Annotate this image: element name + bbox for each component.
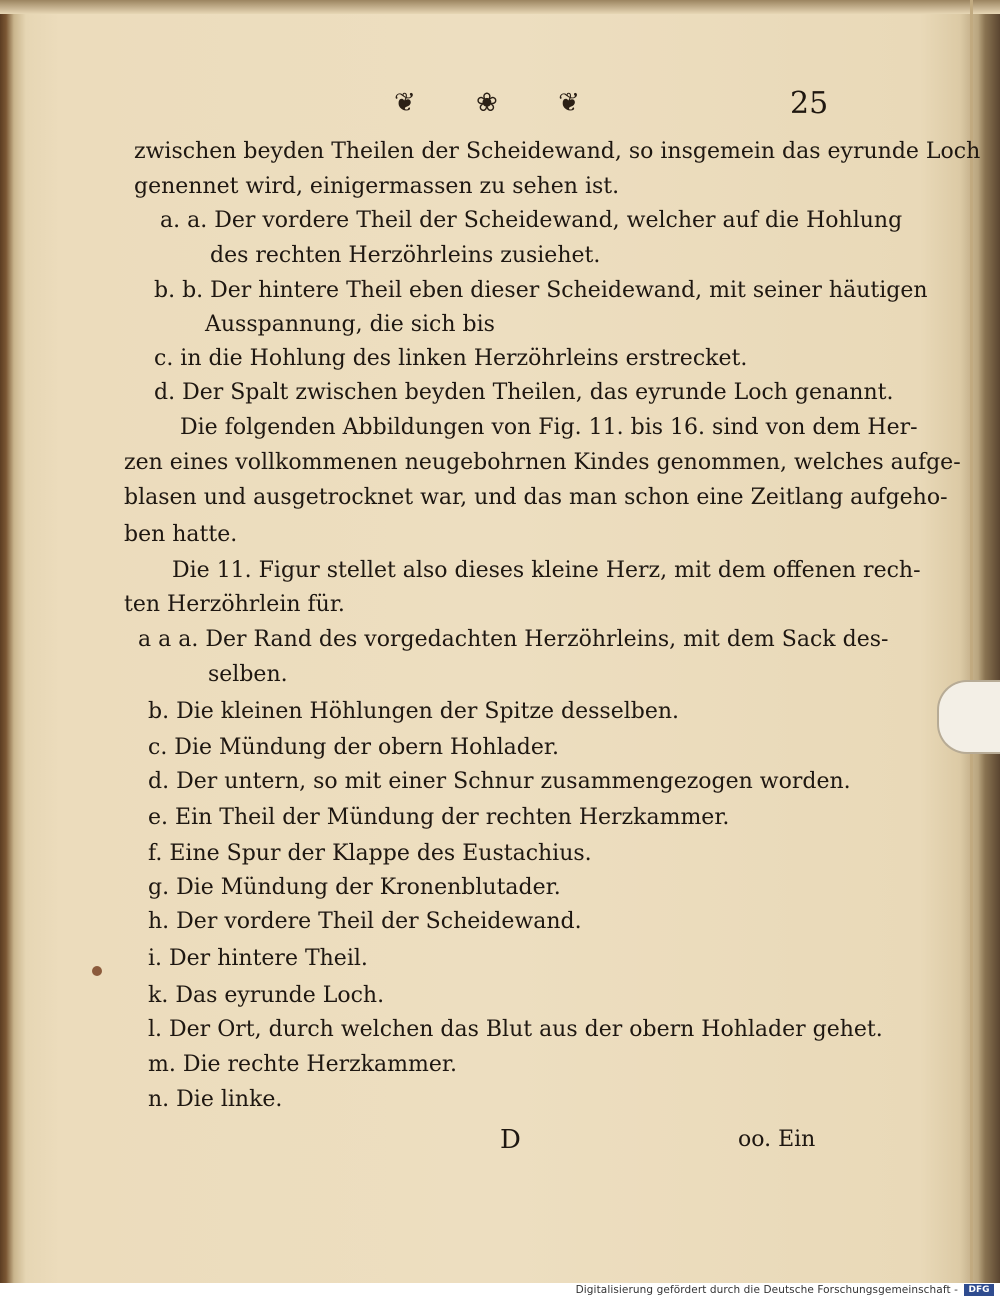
text-line: a a a. Der Rand des vorgedachten Herzöhrleins, mit dem Sack des-	[138, 627, 889, 652]
text-line: h. Der vordere Theil der Scheidewand.	[148, 909, 582, 934]
text-line: c. in die Hohlung des linken Herzöhrleins erstrecket.	[154, 346, 748, 371]
text-line: d. Der Spalt zwischen beyden Theilen, das eyrunde Loch genannt.	[154, 380, 894, 405]
text-line: k. Das eyrunde Loch.	[148, 983, 385, 1008]
text-line: m. Die rechte Herzkammer.	[148, 1052, 458, 1077]
text-line: Die 11. Figur stellet also dieses kleine Herz, mit dem offenen rech-	[172, 558, 921, 583]
header-ornament: ❦ ❀ ❦	[394, 88, 606, 118]
page-clip	[937, 680, 1000, 754]
text-line: selben.	[208, 662, 288, 687]
text-line: f. Eine Spur der Klappe des Eustachius.	[148, 841, 592, 866]
text-line: des rechten Herzöhrleins zusiehet.	[210, 243, 601, 268]
text-line: ben hatte.	[124, 522, 238, 547]
dfg-logo: DFG	[964, 1284, 994, 1296]
text-line: genennet wird, einigermassen zu sehen ist.	[134, 174, 620, 199]
text-line: l. Der Ort, durch welchen das Blut aus der obern Hohlader gehet.	[148, 1017, 883, 1042]
text-line: d. Der untern, so mit einer Schnur zusammengezogen worden.	[148, 769, 851, 794]
catchword: oo. Ein	[738, 1127, 816, 1152]
page-top-edge	[0, 0, 1000, 14]
ink-spot	[92, 966, 102, 976]
text-line: b. Die kleinen Höhlungen der Spitze desselben.	[148, 699, 680, 724]
text-line: zwischen beyden Theilen der Scheidewand, so insgemein das eyrunde Loch	[134, 139, 981, 164]
text-line: b. b. Der hintere Theil eben dieser Scheidewand, mit seiner häutigen	[154, 278, 928, 303]
credit-text: Digitalisierung gefördert durch die Deutsche Forschungsgemeinschaft -	[575, 1284, 958, 1296]
text-line: c. Die Mündung der obern Hohlader.	[148, 735, 559, 760]
text-line: Die folgenden Abbildungen von Fig. 11. bis 16. sind von dem Her-	[180, 415, 918, 440]
text-line: ten Herzöhrlein für.	[124, 592, 345, 617]
signature-mark: D	[500, 1125, 521, 1155]
text-line: zen eines vollkommenen neugebohrnen Kindes genommen, welches aufge-	[124, 450, 961, 475]
text-line: a. a. Der vordere Theil der Scheidewand, welcher auf die Hohlung	[160, 208, 903, 233]
text-line: n. Die linke.	[148, 1087, 283, 1112]
page-edge	[970, 0, 973, 1283]
text-line: e. Ein Theil der Mündung der rechten Herzkammer.	[148, 805, 730, 830]
page-number: 25	[790, 86, 829, 121]
text-line: Ausspannung, die sich bis	[205, 312, 495, 337]
text-line: blasen und ausgetrocknet war, und das man schon eine Zeitlang aufgeho-	[124, 485, 948, 510]
text-line: i. Der hintere Theil.	[148, 946, 368, 971]
text-line: g. Die Mündung der Kronenblutader.	[148, 875, 561, 900]
